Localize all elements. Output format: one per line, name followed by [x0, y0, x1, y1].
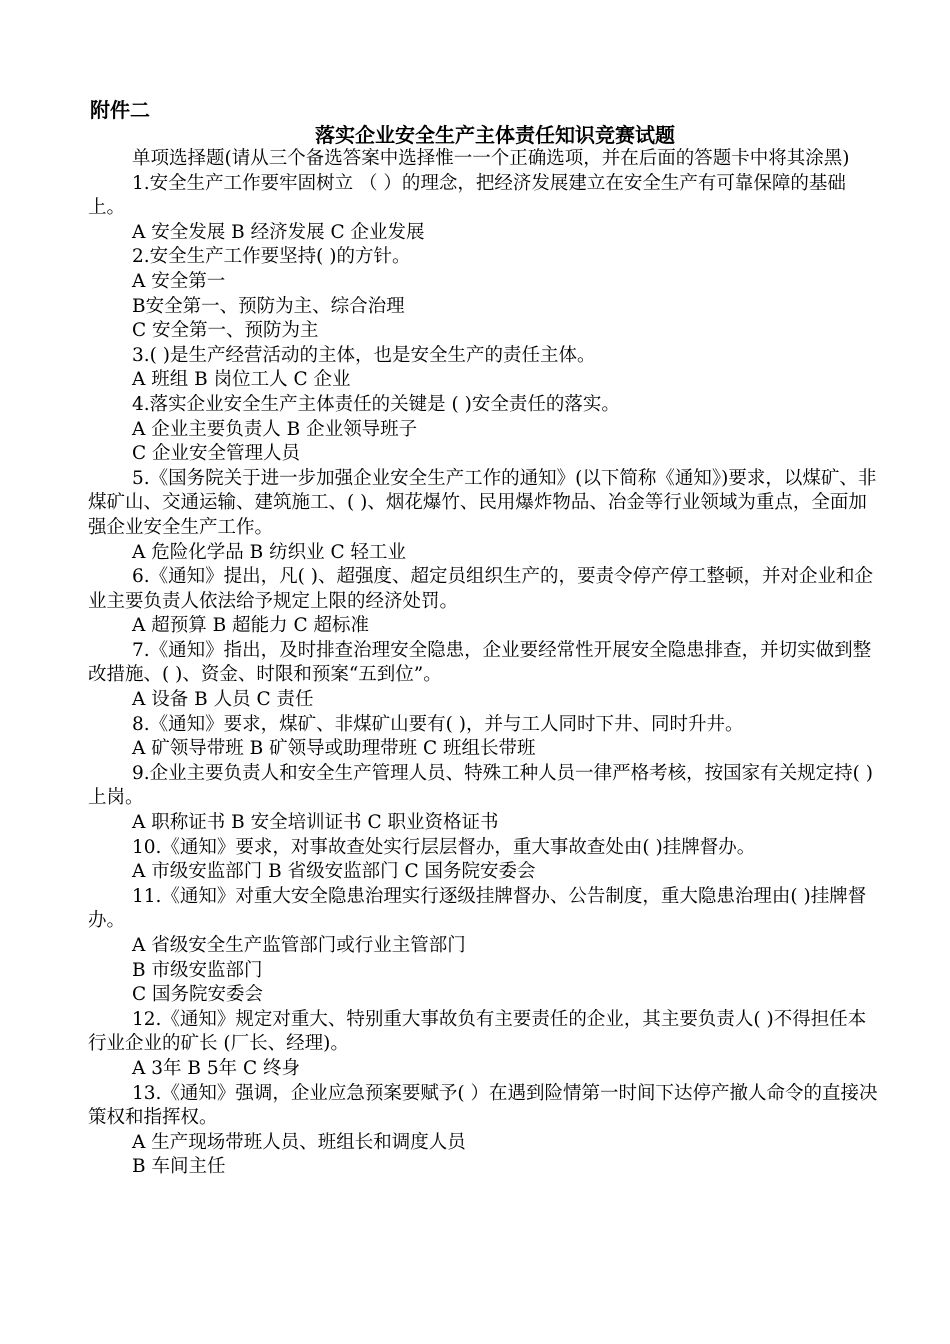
answer-option: C 安全第一、预防为主 — [132, 320, 319, 342]
question-stem: 12.《通知》规定对重大、特别重大事故负有主要责任的企业，其主要负责人( )不得担任本行业企业的矿长 (厂长、经理)。 — [88, 1008, 867, 1055]
question-stem: 13.《通知》强调，企业应急预案要赋予( ）在遇到险情第一时间下达停产撤人命令的直接决策权和指挥权。 — [88, 1082, 878, 1129]
answer-option: A 企业主要负责人 B 企业领导班子 — [132, 418, 418, 440]
answer-option: A 生产现场带班人员、班组长和调度人员 — [132, 1131, 466, 1153]
question-stem: 5.《国务院关于进一步加强企业安全生产工作的通知》(以下简称《通知》)要求，以煤矿、非煤矿山、交通运输、建筑施工、( )、烟花爆竹、民用爆炸物品、冶金等行业领域为重点，全面加强企业安全生产工作。 — [88, 467, 877, 538]
answer-options: A 3年 B 5年 C 终身 — [132, 1057, 301, 1079]
answer-option: C 国务院安委会 — [132, 984, 264, 1006]
question-stem: 10.《通知》要求，对事故查处实行层层督办，重大事故查处由( )挂牌督办。 — [132, 836, 756, 858]
answer-options: A 危险化学品 B 纺织业 C 轻工业 — [132, 541, 407, 563]
question-stem: 3.( )是生产经营活动的主体，也是安全生产的责任主体。 — [132, 344, 596, 366]
answer-options: A 班组 B 岗位工人 C 企业 — [132, 369, 351, 391]
intro-instruction: 单项选择题(请从三个备选答案中选择惟一一个正确选项，并在后面的答题卡中将其涂黑) — [132, 148, 850, 169]
answer-options: A 设备 B 人员 C 责任 — [132, 689, 314, 711]
annex-label: 附件二 — [90, 98, 150, 122]
question-stem: 9.企业主要负责人和安全生产管理人员、特殊工种人员一律严格考核，按国家有关规定持( )上岗。 — [88, 762, 873, 809]
answer-option: A 安全第一 — [132, 270, 226, 292]
question-body — [88, 147, 880, 1180]
question-stem: 8.《通知》要求，煤矿、非煤矿山要有( )，并与工人同时下井、同时升井。 — [132, 713, 744, 735]
answer-option: C 企业安全管理人员 — [132, 443, 301, 465]
question-stem: 4.落实企业安全生产主体责任的关键是 ( )安全责任的落实。 — [132, 393, 620, 415]
answer-options: A 矿领导带班 B 矿领导或助理带班 C 班组长带班 — [132, 738, 536, 760]
question-stem: 6.《通知》提出，凡( )、超强度、超定员组织生产的，要责令停产停工整顿，并对企业和企业主要负责人依法给予规定上限的经济处罚。 — [88, 566, 873, 612]
answer-option: B安全第一、预防为主、综合治理 — [132, 295, 405, 317]
answer-option: B 市级安监部门 — [132, 959, 263, 981]
question-stem: 1.安全生产工作要牢固树立 （ ）的理念，把经济发展建立在安全生产有可靠保障的基础上。 — [88, 172, 846, 219]
document-title: 落实企业安全生产主体责任知识竞赛试题 — [315, 123, 675, 147]
question-stem: 11.《通知》对重大安全隐患治理实行逐级挂牌督办、公告制度，重大隐患治理由( )挂牌督办。 — [88, 885, 867, 932]
answer-options: A 职称证书 B 安全培训证书 C 职业资格证书 — [132, 812, 499, 834]
question-stem: 2.安全生产工作要坚持( )的方针。 — [132, 246, 411, 268]
answer-option: B 车间主任 — [132, 1156, 226, 1178]
answer-option: A 省级安全生产监管部门或行业主管部门 — [132, 935, 466, 956]
answer-options: A 超预算 B 超能力 C 超标准 — [132, 615, 370, 637]
answer-options: A 市级安监部门 B 省级安监部门 C 国务院安委会 — [132, 861, 536, 883]
answer-options: A 安全发展 B 经济发展 C 企业发展 — [132, 221, 425, 243]
question-stem: 7.《通知》指出，及时排查治理安全隐患，企业要经常性开展安全隐患排查，并切实做到整改措施、( )、资金、时限和预案“五到位”。 — [88, 639, 872, 686]
